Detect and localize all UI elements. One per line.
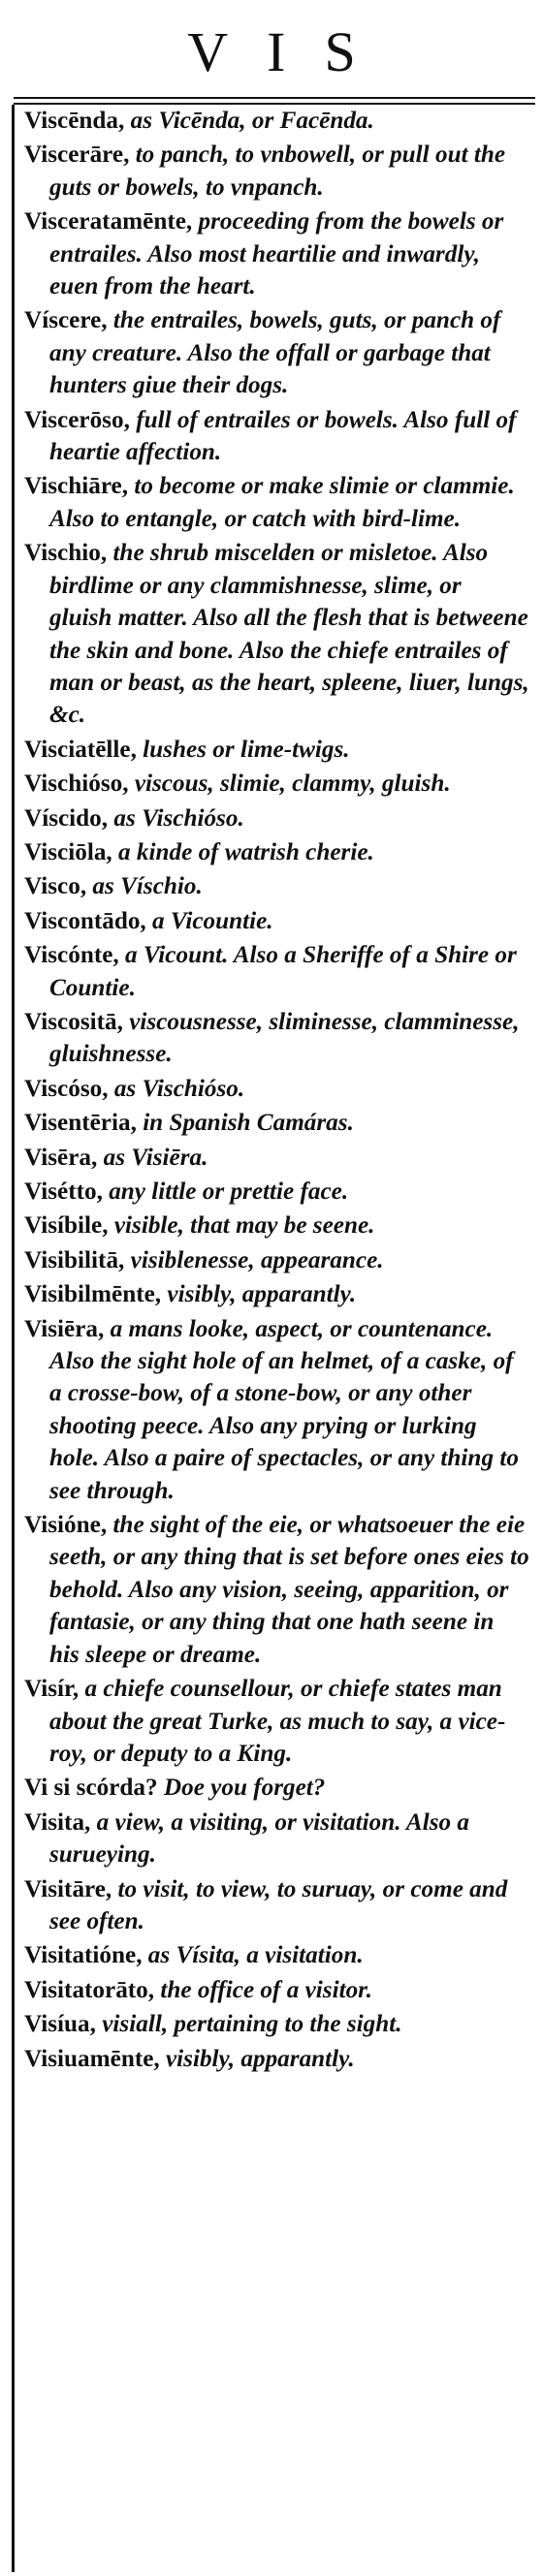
headword: Visióne,: [24, 1512, 108, 1539]
dictionary-entry: [15, 1006, 531, 1071]
definition: as Vischióso.: [108, 804, 244, 832]
definition: visibly, apparantly.: [159, 2045, 355, 2072]
dictionary-entry: [15, 802, 531, 834]
headword: Vischio,: [24, 540, 108, 567]
headword: Visita,: [24, 1808, 91, 1836]
dictionary-entry: [15, 1176, 531, 1208]
definition: the entrailes, bowels, guts, or panch of any creature. Also the offall or garbage that hunters giue their dogs.: [49, 307, 501, 399]
headword: Visír,: [24, 1676, 80, 1703]
definition: Doe you forget?: [157, 1775, 326, 1802]
dictionary-entry: [15, 1939, 531, 1971]
definition: a kinde of watrish cherie.: [112, 838, 374, 865]
dictionary-entry: [15, 836, 531, 868]
header-rule: [14, 97, 535, 105]
definition: as Vísita, a visitation.: [142, 1942, 364, 1969]
headword: Vi si scórda?: [24, 1775, 158, 1802]
dictionary-entry: [15, 1142, 531, 1174]
dictionary-entry: [15, 1313, 531, 1507]
headword: Visitatorāto,: [24, 1976, 155, 2003]
definition: to become or make slimie or clammie. Also to entangle, or catch with bird-lime.: [49, 473, 515, 532]
page-header: [0, 0, 543, 105]
definition: a view, a visiting, or visitation. Also a surueying.: [49, 1808, 470, 1869]
headword: Visibilmēnte,: [24, 1281, 162, 1308]
definition: visiall, pertaining to the sight.: [95, 2011, 402, 2038]
definition: in Spanish Camáras.: [136, 1110, 354, 1137]
dictionary-entry: [15, 1107, 531, 1139]
headword: Visétto,: [24, 1178, 103, 1205]
dictionary-entry: [15, 205, 531, 302]
definition: full of entrailes or bowels. Also full of heartie affection.: [49, 406, 517, 466]
definition: as Visiēra.: [97, 1144, 208, 1171]
definition: viscous, slimie, clammy, gluish.: [128, 770, 451, 798]
dictionary-entry: [15, 1873, 531, 1938]
headword: Visciōla,: [24, 838, 112, 865]
definition: a Vicount. Also a Sheriffe of a Shire or Countie.: [49, 942, 517, 1001]
headword: Viscēnda,: [24, 108, 125, 134]
definition: visiblenesse, appearance.: [124, 1246, 384, 1273]
headword: Viscerāre,: [24, 141, 130, 169]
headword: Víscere,: [24, 307, 108, 334]
dictionary-entry: [15, 1509, 531, 1671]
headword: Visitatióne,: [24, 1942, 143, 1969]
dictionary-entry: [15, 304, 531, 401]
headword: Visciatēlle,: [24, 736, 137, 763]
definition: to panch, to vnbowell, or pull out the guts or bowels, to vnpanch.: [49, 141, 506, 201]
definition: lushes or lime-twigs.: [136, 736, 350, 763]
definition: any little or prettie face.: [102, 1178, 349, 1205]
dictionary-entry: [15, 1209, 531, 1241]
dictionary-entry: [15, 2043, 531, 2075]
dictionary-entry: [15, 939, 531, 1004]
definition: as Vischióso.: [108, 1075, 245, 1102]
headword: Viscerōso,: [24, 406, 130, 433]
definition: as Vicēnda, or Facēnda.: [124, 108, 374, 134]
definition: as Víschio.: [86, 873, 203, 900]
headword: Viscontādo,: [24, 907, 146, 934]
definition: a mans looke, aspect, or countenance. Also the sight hole of an helmet, of a caske, of a crosse-bow, of a stone-bow, or any other shooting peece. Also any prying or lurking hole. Also a paire of spectacles, or any thing to see through.: [49, 1315, 519, 1504]
headword: Viscóso,: [24, 1075, 109, 1102]
headword: Visibilitā,: [24, 1246, 125, 1273]
headword: Visceratamēnte,: [24, 208, 193, 236]
dictionary-entry: [15, 1278, 531, 1310]
dictionary-entry: [15, 1073, 531, 1105]
entries-column: [12, 105, 531, 2572]
definition: the office of a visitor.: [154, 1976, 372, 2003]
dictionary-entry: [15, 1806, 531, 1871]
definition: a chiefe counsellour, or chiefe states man about the great Turke, as much to say, a vice-roy, or deputy to a King.: [49, 1676, 506, 1767]
dictionary-entry: [15, 768, 531, 800]
headword: Visēra,: [24, 1144, 98, 1171]
dictionary-entry: [15, 537, 531, 731]
headword: Viscositā,: [24, 1008, 123, 1035]
headword: Visiēra,: [24, 1315, 105, 1342]
dictionary-entry: [15, 1244, 531, 1276]
dictionary-entry: [15, 1673, 531, 1770]
page-title: VIS: [187, 20, 395, 83]
dictionary-entry: [15, 1772, 531, 1804]
headword: Víscido,: [24, 804, 109, 832]
definition: a Vicountie.: [145, 907, 273, 934]
definition: visibly, apparantly.: [161, 1281, 357, 1308]
definition: proceeding from the bowels or entrailes. Also most heartilie and inwardly, euen from the heart.: [49, 208, 504, 300]
dictionary-entry: [15, 404, 531, 469]
headword: Visíua,: [24, 2011, 96, 2038]
headword: Visitāre,: [24, 1875, 112, 1902]
dictionary-entry: [15, 870, 531, 902]
headword: Visentēria,: [24, 1110, 137, 1137]
definition: to visit, to view, to suruay, or come and see often.: [49, 1875, 508, 1934]
definition: visible, that may be seene.: [108, 1212, 375, 1240]
dictionary-entry: [15, 1974, 531, 2006]
headword: Visco,: [24, 873, 87, 900]
definition: viscousnesse, sliminesse, clamminesse, gluishnesse.: [49, 1008, 520, 1068]
dictionary-entry: [15, 2008, 531, 2040]
dictionary-entry: [15, 470, 531, 535]
dictionary-entry: [15, 105, 531, 137]
headword: Vischióso,: [24, 770, 129, 798]
definition: the shrub miscelden or misletoe. Also birdlime or any clammishnesse, slime, or gluish matter. Also all the flesh that is betweene the skin and bone. Also the chiefe entrailes of man or beast, as the heart, spleene, liuer, lungs, &c.: [49, 540, 529, 729]
dictionary-entry: [15, 139, 531, 204]
headword: Visiuamēnte,: [24, 2045, 160, 2072]
headword: Visíbile,: [24, 1212, 109, 1240]
definition: the sight of the eie, or whatsoeuer the eie seeth, or any thing that is set before ones eies to behold. Also any vision, seeing, apparition, or fantasie, or any thing that one hath seene in his sleepe or dreame.: [49, 1512, 529, 1668]
headword: Vischiāre,: [24, 473, 129, 500]
dictionary-entry: [15, 734, 531, 766]
dictionary-entry: [15, 905, 531, 937]
headword: Viscónte,: [24, 942, 119, 969]
